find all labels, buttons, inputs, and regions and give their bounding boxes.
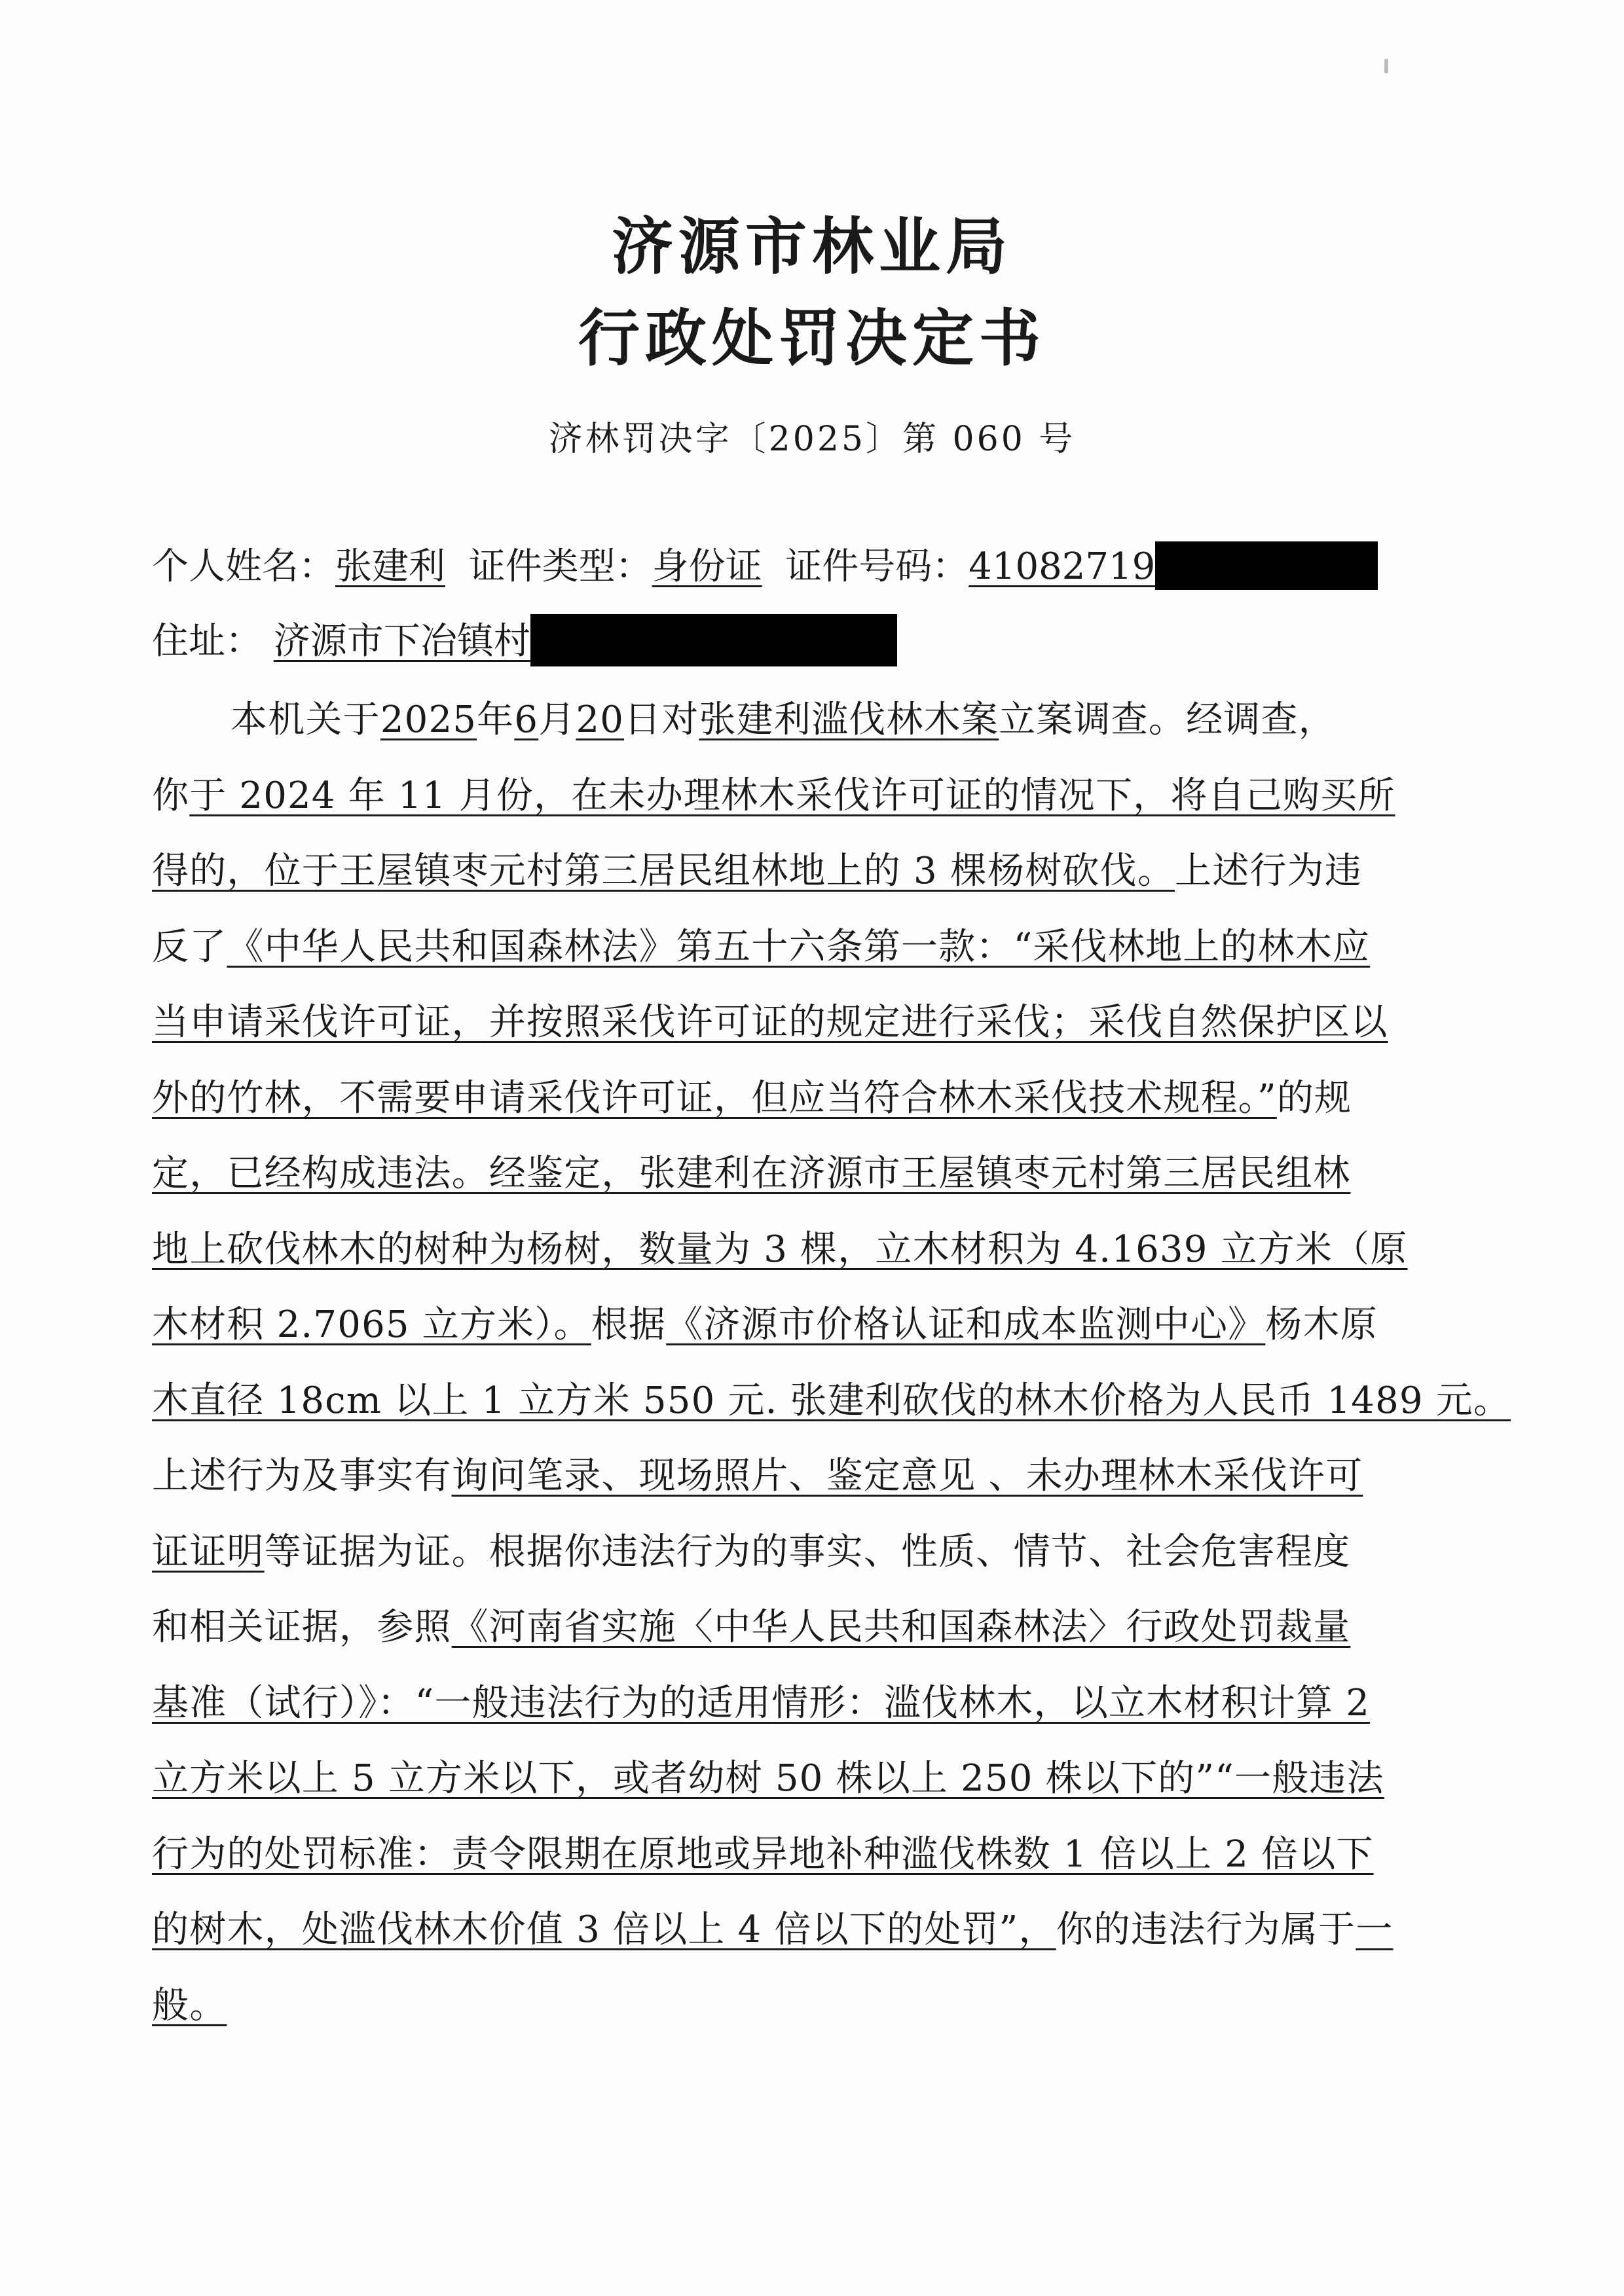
body-text: 等证据为证。根据你违法行为的事实、性质、情节、社会危害程度 [264,1531,1351,1573]
body-text: 杨木原 [1265,1303,1378,1346]
underlined-text: 《济源市价格认证和成本监测中心》 [666,1303,1266,1346]
underlined-text: 得的，位于王屋镇枣元村第三居民组林地上的 3 棵杨树砍伐。 [152,850,1175,892]
underlined-text: 于 2024 年 11 月份，在未办理林木采伐许可证的情况下，将自己购买所 [189,774,1395,817]
underlined-text: 的树木，处滥伐林木价值 3 倍以上 4 倍以下的处罚”， [152,1908,1056,1951]
body-text: 根据 [591,1303,667,1346]
body-line [152,996,1388,1049]
body-line [152,1375,1511,1427]
underlined-text: 2025 [380,699,477,741]
body-text: 立案调查。经调查， [999,699,1336,741]
address-row [152,615,897,668]
underlined-text: 6 [514,699,539,741]
body-line [152,1601,1350,1654]
underlined-text: 定，已经构成违法。经鉴定，张建利在济源市王屋镇枣元村第三居民组林 [152,1152,1351,1195]
body-line [231,694,1336,746]
address-redaction [530,614,897,666]
id-number-redaction [1155,541,1378,590]
id-number-label: 证件号码： [785,545,969,588]
body-line [152,1224,1408,1276]
body-text: 日对 [624,699,699,741]
body-line [152,1148,1350,1200]
underlined-text: 张建利滥伐林木案 [699,699,999,741]
body-line [152,1072,1352,1125]
underlined-text: 木直径 18cm 以上 1 立方米 550 元. 张建利砍伐的林木价格为人民币 1489 元。 [152,1379,1511,1422]
body-line [152,845,1362,898]
body-text: 上述行为及事实有 [152,1455,452,1497]
underlined-text: 一 [1356,1908,1393,1951]
underlined-text: 般。 [152,1984,227,2027]
body-text: 月 [538,699,576,741]
underlined-text: 询问笔录、现场照片、鉴定意见 、未办理林木采伐许可 [451,1455,1363,1497]
body-text: 和相关证据，参照 [152,1606,452,1649]
document-title-type: 行政处罚决定书 [578,302,1046,374]
body-text: 你的违法行为属于 [1056,1908,1356,1951]
body-line [152,1526,1350,1578]
underlined-text: 地上砍伐林木的树种为杨树，数量为 3 棵，立木材积为 4.1639 立方米（原 [152,1228,1408,1271]
body-line [152,770,1395,822]
underlined-text: 外的竹林，不需要申请采伐许可证，但应当符合林木采伐技术规程。” [152,1077,1277,1120]
underlined-text: 基准（试行）》：“一般违法行为的适用情形：滥伐林木，以立木材积计算 2 [152,1682,1371,1724]
body-line [152,1677,1370,1730]
address-value: 济源市下冶镇村 [273,620,530,663]
underlined-text: 《中华人民共和国森林法》第五十六条第一款：“采伐林地上的林木应 [227,926,1371,968]
body-text: 的规 [1276,1077,1352,1120]
name-value: 张建利 [335,545,445,588]
body-line [152,1753,1384,1805]
body-text: 本机关于 [231,699,380,741]
body-line [152,1299,1378,1351]
body-line [152,1829,1374,1881]
body-text: 上述行为违 [1175,850,1363,892]
scan-mark [1384,59,1388,73]
body-line [152,1980,227,2032]
underlined-text: 证证明 [152,1531,265,1573]
underlined-text: 行为的处罚标准：责令限期在原地或异地补种滥伐株数 1 倍以上 2 倍以下 [152,1833,1374,1876]
document-title-agency: 济源市林业局 [611,211,1012,283]
body-line [152,1904,1393,1956]
underlined-text: 20 [576,699,625,741]
document-number: 济林罚决字〔2025〕第 060 号 [548,420,1076,459]
underlined-text: 当申请采伐许可证，并按照采伐许可证的规定进行采伐；采伐自然保护区以 [152,1001,1388,1044]
underlined-text: 木材积 2.7065 立方米）。 [152,1303,591,1346]
body-text: 你 [152,774,190,817]
body-text: 反了 [152,926,227,968]
underlined-text: 立方米以上 5 立方米以下，或者幼树 50 株以上 250 株以下的”“一般违法 [152,1757,1384,1800]
body-line [152,921,1370,974]
address-label: 住址： [152,620,262,663]
body-line [152,1450,1363,1503]
name-label: 个人姓名： [152,545,335,588]
id-type-value: 身份证 [652,545,762,588]
party-info-row [152,541,1378,593]
underlined-text: 《河南省实施〈中华人民共和国森林法〉行政处罚裁量 [451,1606,1351,1649]
id-type-label: 证件类型： [468,545,652,588]
body-text: 年 [477,699,515,741]
id-number-value: 41082719 [969,545,1156,588]
